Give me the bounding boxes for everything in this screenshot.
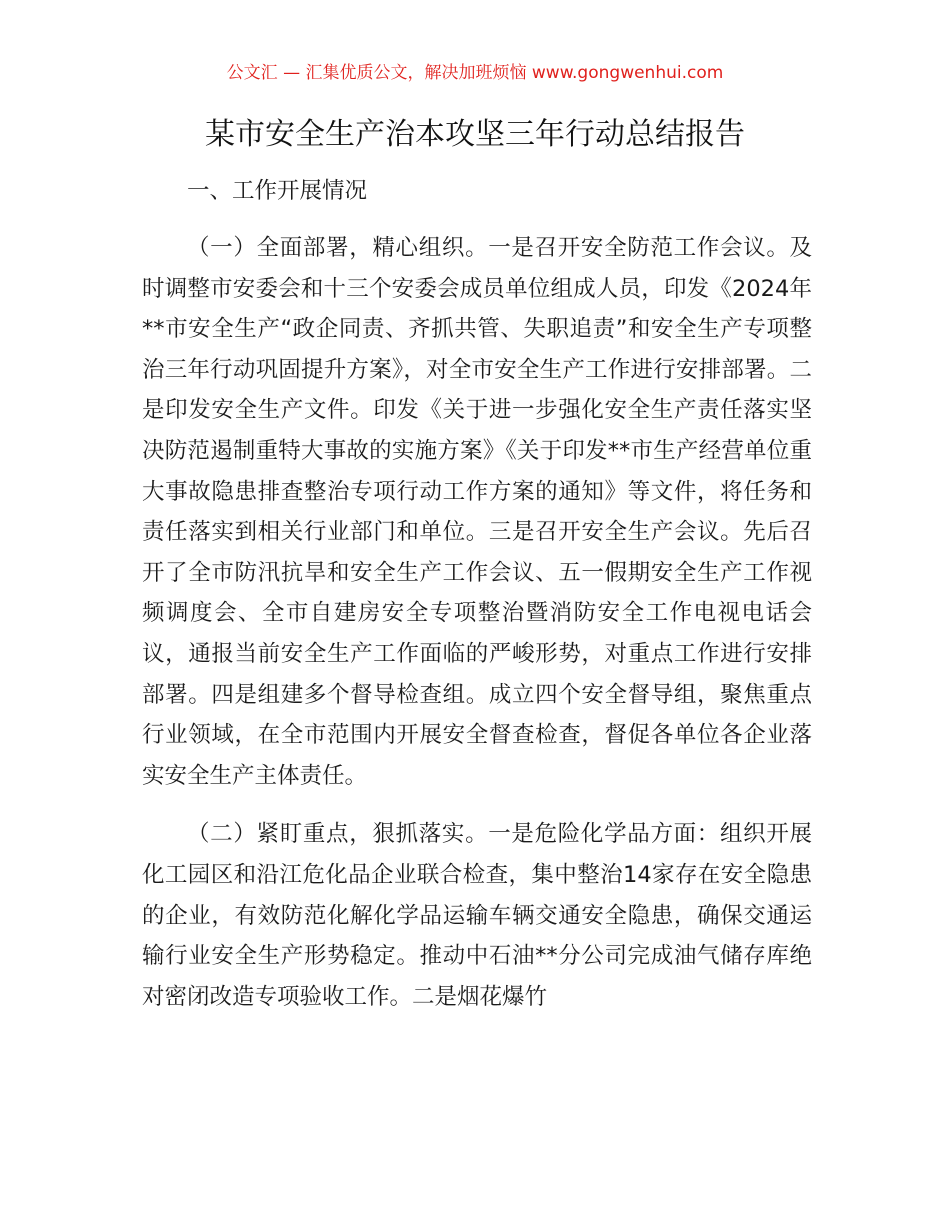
section-heading: 一、工作开展情况: [187, 178, 368, 204]
header-banner: 公文汇 — 汇集优质公文，解决加班烦恼 www.gongwenhui.com: [226, 63, 724, 83]
document-title: 某市安全生产治本攻坚三年行动总结报告: [205, 117, 745, 152]
document-body: [142, 172, 812, 1017]
paragraph-1: （一）全面部署，精心组织。一是召开安全防范工作会议。及时调整市安委会和十三个安委会成员单位组成人员，印发《2024年**市安全生产“政企同责、齐抓共管、失职追责”和安全生产专项整治三年行动巩固提升方案》，对全市安全生产工作进行安排部署。二是印发安全生产文件。印发《关于进一步强化安全生产责任落实坚决防范遏制重特大事故的实施方案》《关于印发**市生产经营单位重大事故隐患排查整治专项行动工作方案的通知》等文件，将任务和责任落实到相关行业部门和单位。三是召开安全生产会议。先后召开了全市防汛抗旱和安全生产工作会议、五一假期安全生产工作视频调度会、全市自建房安全专项整治暨消防安全工作电视电话会议，通报当前安全生产工作面临的严峻形势，对重点工作进行安排部署。四是组建多个督导检查组。成立四个安全督导组，聚焦重点行业领域，在全市范围内开展安全督查检查，督促各单位各企业落实安全生产主体责任。: [142, 235, 812, 789]
paragraph-2: （二）紧盯重点，狠抓落实。一是危险化学品方面：组织开展化工园区和沿江危化品企业联合检查，集中整治14家存在安全隐患的企业，有效防范化解化学品运输车辆交通安全隐患，确保交通运输行业安全生产形势稳定。推动中石油**分公司完成油气储存库绝对密闭改造专项验收工作。二是烟花爆竹: [142, 821, 812, 1010]
